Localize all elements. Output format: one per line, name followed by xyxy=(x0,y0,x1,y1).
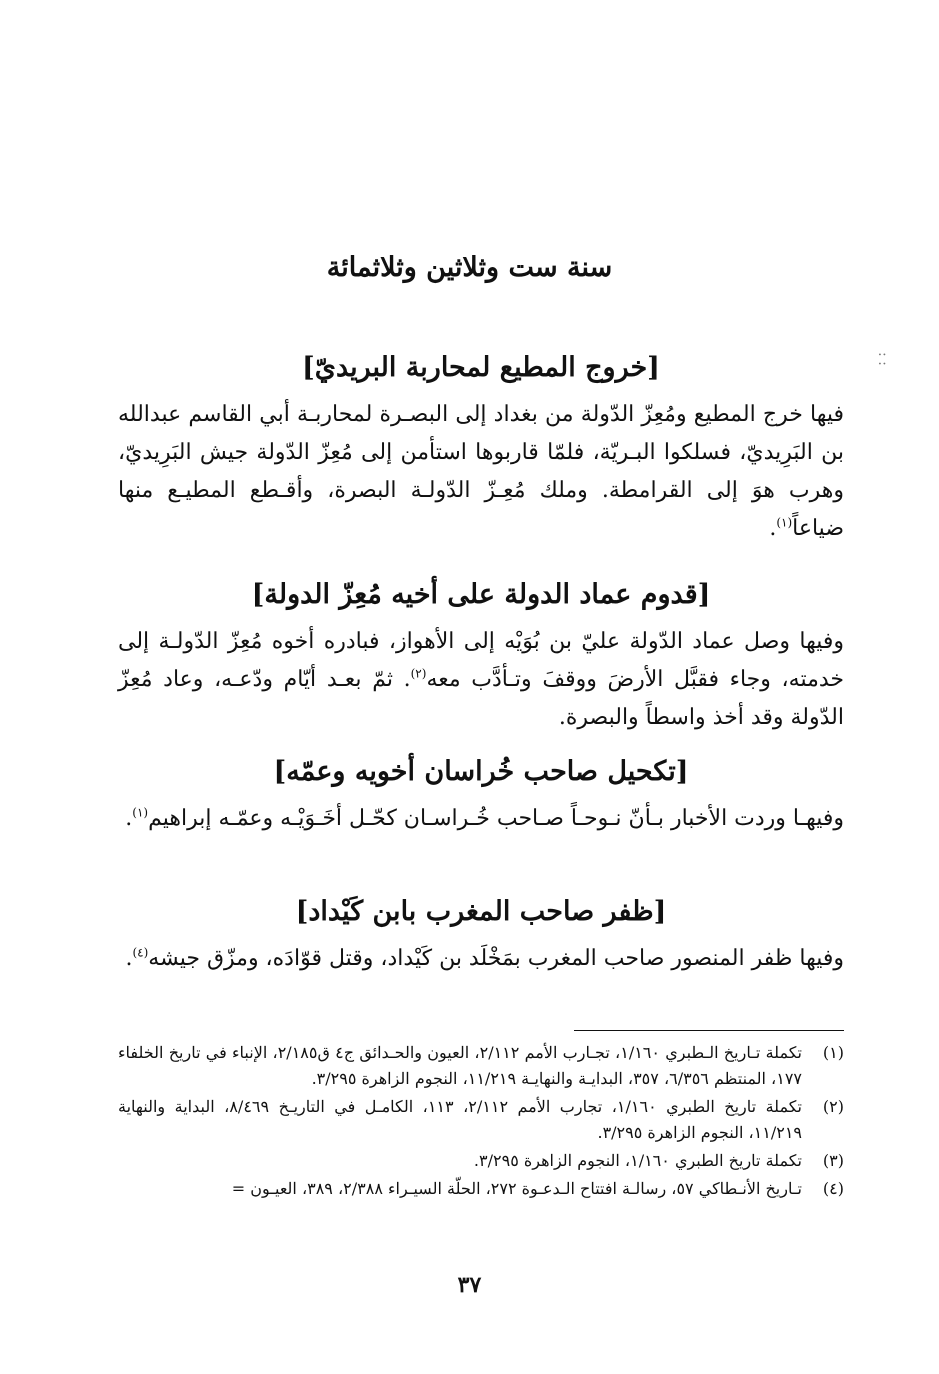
footnote-item xyxy=(118,1094,844,1146)
page-number: ٣٧ xyxy=(457,1272,482,1298)
footnote-item xyxy=(118,1176,844,1202)
footnote-item xyxy=(118,1040,844,1092)
footnote-text: تكملة تاريخ الطبري ١/١٦٠، تجارب الأمم ٢/١١٢، ١١٣، الكامـل في التاريـخ ٨/٤٦٩، البداية والنهاية ١١/٢١٩، النجوم الزاهرة ٣/٢٩٥. xyxy=(118,1097,803,1142)
footnote-reference: (٤) xyxy=(132,945,149,960)
footnote-text: تكملة تـاريخ الـطبري ١/١٦٠، تجـارب الأمم ٢/١١٢، العيون والحـدائق ج٤ ق٢/١٨٥، الإنباء في تاريخ الخلفاء ١٧٧، المنتظم ٦/٣٥٦، ٣٥٧، البدايـة والنهايـة ١١/٢١٩، النجوم الزاهرة ٣/٢٩٥. xyxy=(118,1043,803,1088)
footnote-divider xyxy=(574,1030,844,1031)
section-paragraph xyxy=(118,623,844,737)
footnote-number: (٣) xyxy=(822,1151,844,1170)
paragraph-text: فيها خرج المطيع ومُعِزّ الدّولة من بغداد إلى البصـرة لمحاربـة أبي القاسم عبدالله بن البَرِيديّ، فسلكوا البـريّة، فلمّا قاربوها استأمن إلى مُعِزّ الدّولة جيش البَرِيديّ، وهرب هوَ إلى القرامطة. وملك مُعِـزّ الدّولـة البصرة، وأقـطع المطيـع منها ضياعاً xyxy=(118,402,844,541)
paragraph-tail: . xyxy=(769,516,777,541)
section-paragraph xyxy=(118,940,844,978)
margin-mark: : : xyxy=(875,352,891,366)
paragraph-tail: . ثمّ بعـد أيّام ودّعـه، وعاد مُعِزّ الدّولة وقد أخذ واسطاً والبصرة. xyxy=(118,667,844,730)
paragraph-text: وفيها وصل عماد الدّولة عليّ بن بُوَيْه إلى الأهواز، فبادره أخوه مُعِزّ الدّولـة إلى خدمته، وجاء فقبَّل الأرضَ ووقفَ وتـأدَّب معه xyxy=(118,629,845,692)
section-heading: [قدوم عماد الدولة على أخيه مُعِزّ الدولة] xyxy=(251,579,711,610)
footnote-reference: (٢) xyxy=(410,666,427,681)
section-4 xyxy=(118,892,844,978)
paragraph-tail: . xyxy=(125,946,133,971)
section-paragraph xyxy=(118,800,844,838)
footnote-text: تـاريخ الأنـطاكي ٥٧، رسالـة افتتاح الـدعـوة ٢٧٢، الحلّة السيـراء ٢/٣٨٨، ٣٨٩، العيـون = xyxy=(231,1179,802,1198)
section-3 xyxy=(118,752,844,838)
paragraph-text: وفيهـا وردت الأخبار بـأنّ نـوحـاً صـاحب خُـراسـان كحّـل أخَـوَيْـه وعمّـه إبراهيم xyxy=(148,806,844,831)
footnote-number: (١) xyxy=(822,1043,844,1062)
footnotes-list xyxy=(118,1040,844,1204)
section-paragraph xyxy=(118,396,844,548)
footnote-text: تكملة تاريخ الطبري ١/١٦٠، النجوم الزاهرة ٣/٢٩٥. xyxy=(473,1151,802,1170)
footnote-number: (٤) xyxy=(822,1179,844,1198)
footnote-number: (٢) xyxy=(822,1097,844,1116)
section-heading: [ظفر صاحب المغرب بابن كَيْداد] xyxy=(295,896,667,927)
year-title: سنة ست وثلاثين وثلاثمائة xyxy=(326,252,613,283)
footnote-reference: (١) xyxy=(132,805,149,820)
footnote-reference: (١) xyxy=(776,515,793,530)
section-heading: [خروج المطيع لمحاربة البريديّ] xyxy=(302,352,660,383)
section-1 xyxy=(118,348,844,548)
paragraph-text: وفيها ظفر المنصور صاحب المغرب بمَخْلَد بن كَيْداد، وقتل قوّادَه، ومزّق جيشه xyxy=(148,946,844,971)
paragraph-tail: . xyxy=(125,806,133,831)
section-heading: [تكحيل صاحب خُراسان أخويه وعمّه] xyxy=(273,756,689,787)
footnote-item xyxy=(118,1148,844,1174)
section-2 xyxy=(118,575,844,737)
